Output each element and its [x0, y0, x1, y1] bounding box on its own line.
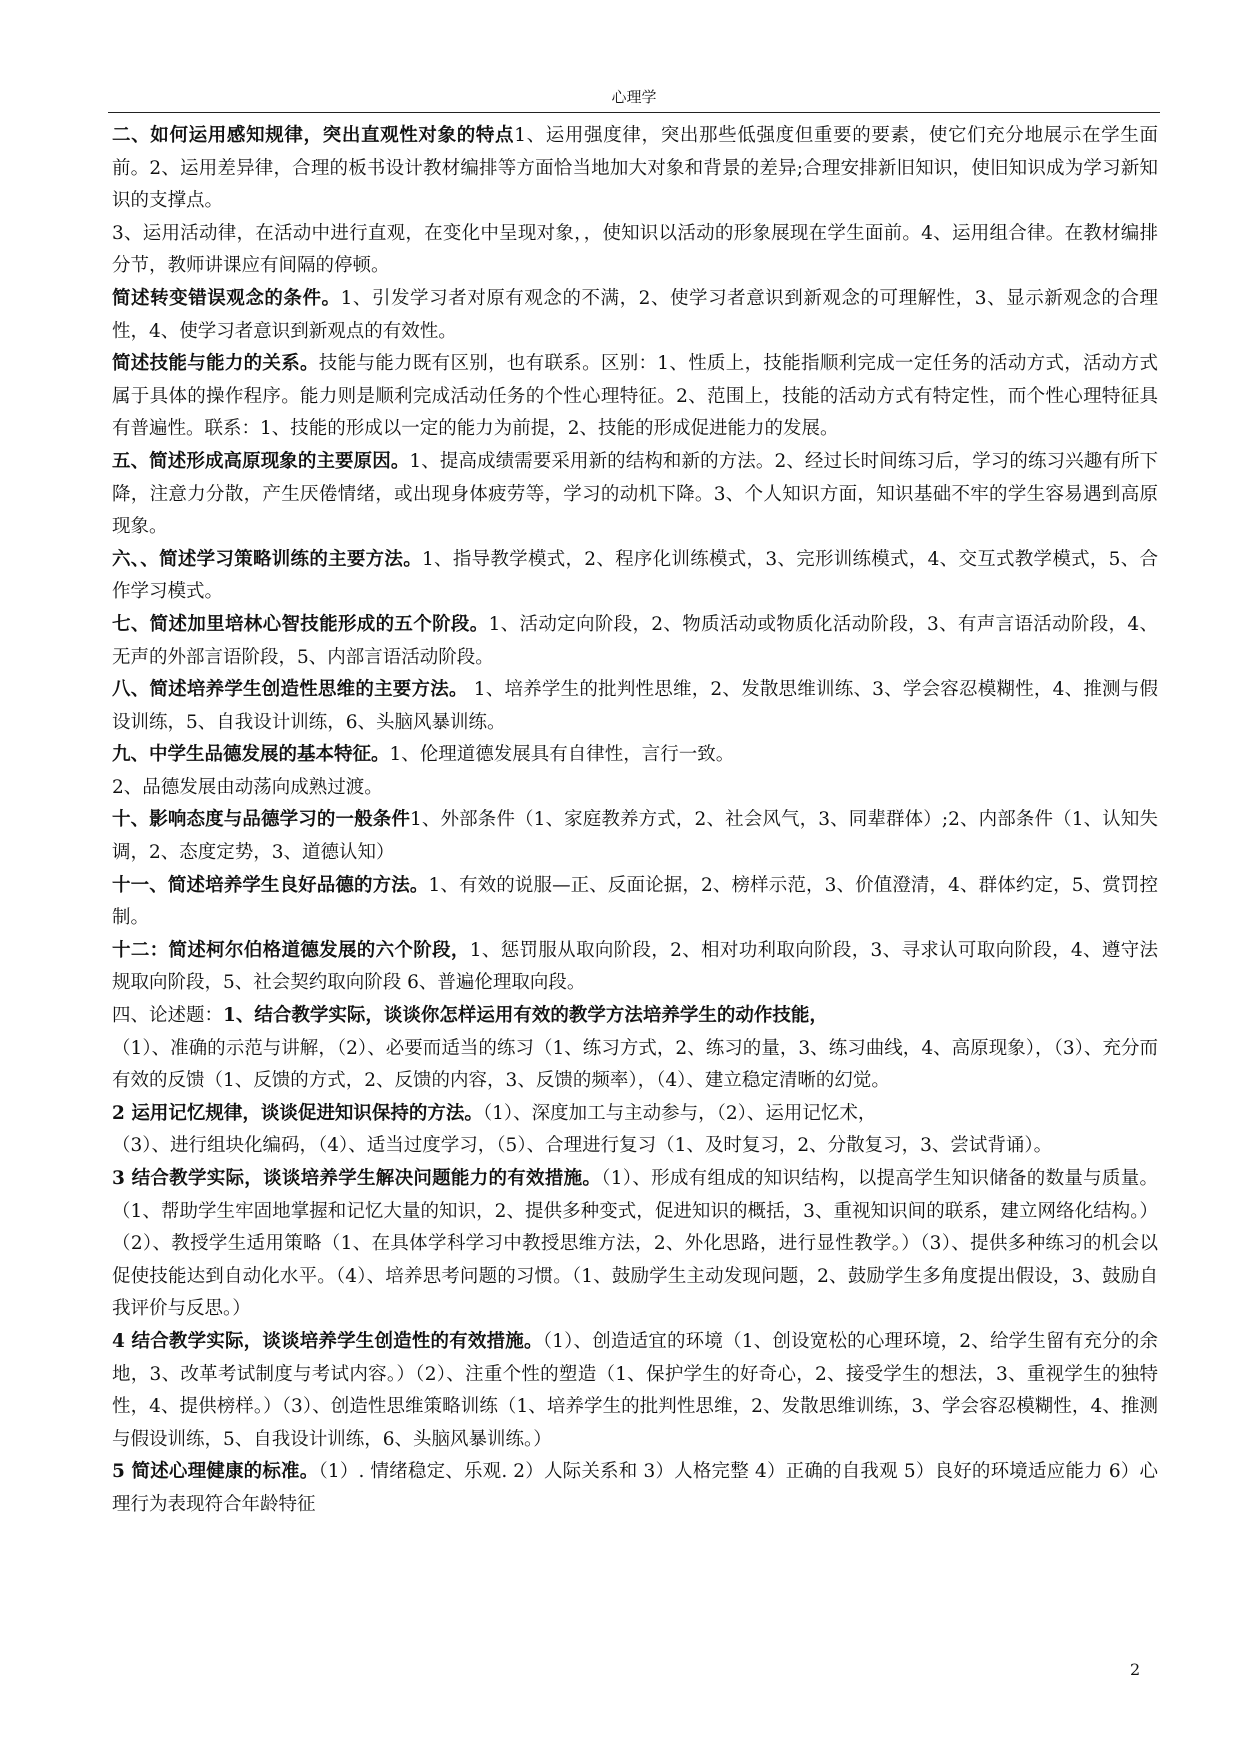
paragraph-lead: 四、论述题：: [112, 1005, 224, 1027]
paragraph-body: 1、培养学生的批判性思维，2、发散思维训练、3、学会容忍模糊性，4、推测与假设训练，5、自我设计训练，6、头脑风暴训练。: [112, 679, 1158, 733]
paragraph-title: 十、影响态度与品德学习的一般条件: [112, 809, 411, 831]
paragraph: [112, 1456, 1158, 1521]
paragraph-body: （1）、准确的示范与讲解，（2）、必要而适当的练习（1、练习方式，2、练习的量，3、练习曲线，4、高原现象），（3）、充分而有效的反馈（1、反馈的方式，2、反馈的内容，3、反馈的频率），（4）、建立稳定清晰的幻觉。: [112, 1037, 1158, 1092]
paragraph-body: 1、运用强度律，突出那些低强度但重要的要素，使它们充分地展示在学生面前。2、运用差异律，合理的板书设计教材编排等方面恰当地加大对象和背景的差异;合理安排新旧知识，使旧知识成为学习新知识的支撑点。: [112, 125, 1158, 212]
paragraph-body: 1、有效的说服—正、反面论据，2、榜样示范，3、价值澄清，4、群体约定，5、赏罚控制。: [112, 874, 1158, 929]
paragraph: [112, 1033, 1158, 1098]
paragraph-body: （1）、形成有组成的知识结构，以提高学生知识储备的数量与质量。（1、帮助学生牢固地掌握和记忆大量的知识，2、提供多种变式，促进知识的概括，3、重视知识间的联系，建立网络化结构。）（2）、教授学生适用策略（1、在具体学科学习中教授思维方法，2、外化思路，进行显性教学。）（3）、提供多种练习的机会以促使技能达到自动化水平。（4）、培养思考问题的习惯。（1、鼓励学生主动发现问题，2、鼓励学生多角度提出假设，3、鼓励自我评价与反思。）: [112, 1168, 1158, 1320]
paragraph: [112, 674, 1158, 739]
page-number: 2: [1130, 1660, 1141, 1679]
paragraph-title: 4 结合教学实际，谈谈培养学生创造性的有效措施。: [112, 1330, 543, 1352]
page-header: [108, 86, 1160, 113]
paragraph-body: 1、引发学习者对原有观念的不满，2、使学习者意识到新观念的可理解性，3、显示新观念的合理性，4、使学习者意识到新观点的有效性。: [112, 287, 1158, 342]
paragraph-title: 五、简述形成高原现象的主要原因。: [112, 450, 410, 472]
paragraph: [112, 1098, 1158, 1131]
paragraph-title: 二、如何运用感知规律，突出直观性对象的特点: [112, 125, 515, 146]
paragraph-title: 2 运用记忆规律，谈谈促进知识保持的方法。: [112, 1102, 483, 1124]
paragraph-body: 3、运用活动律，在活动中进行直观，在变化中呈现对象，，使知识以活动的形象展现在学生面前。4、运用组合律。在教材编排分节，教师讲课应有间隔的停顿。: [112, 222, 1158, 277]
paragraph-title: 十二：简述柯尔伯格道德发展的六个阶段，: [112, 939, 470, 961]
paragraph-body: （1）、创造适宜的环境（1、创设宽松的心理环境，2、给学生留有充分的余地，3、改革考试制度与考试内容。）（2）、注重个性的塑造（1、保护学生的好奇心，2、接受学生的想法，3、重视学生的独特性，4、提供榜样。）（3）、创造性思维策略训练（1、培养学生的批判性思维，2、发散思维训练，3、学会容忍模糊性，4、推测与假设训练，5、自我设计训练，6、头脑风暴训练。）: [112, 1330, 1158, 1450]
paragraph: [112, 446, 1158, 544]
paragraph-body: （3）、进行组块化编码，（4）、适当过度学习，（5）、合理进行复习（1、及时复习，2、分散复习，3、尝试背诵）。: [112, 1135, 1053, 1157]
paragraph-title: 1、结合教学实际，谈谈你怎样运用有效的教学方法培养学生的动作技能，: [223, 1005, 828, 1027]
paragraph-body: 1、外部条件（1、家庭教养方式，2、社会风气，3、同辈群体）;2、内部条件（1、认知失调，2、态度定势，3、道德认知）: [112, 809, 1158, 864]
paragraph-title: 九、中学生品德发展的基本特征。: [112, 744, 390, 766]
paragraph-body: 1、惩罚服从取向阶段，2、相对功利取向阶段，3、寻求认可取向阶段，4、遵守法规取向阶段，5、社会契约取向阶段 6、普遍伦理取向段。: [112, 939, 1158, 994]
paragraph: [112, 218, 1158, 283]
paragraph-title: 七、简述加里培林心智技能形成的五个阶段。: [112, 613, 489, 635]
paragraph: [112, 544, 1158, 609]
paragraph: [112, 870, 1158, 935]
paragraph-body: （1）、深度加工与主动参与，（2）、运用记忆术，: [482, 1102, 877, 1124]
paragraph-title: 八、简述培养学生创造性思维的主要方法。: [112, 679, 468, 701]
document-body: [112, 120, 1158, 1522]
paragraph: [112, 609, 1158, 674]
paragraph: [112, 348, 1158, 446]
paragraph-title: 十一、简述培养学生良好品德的方法。: [112, 874, 429, 896]
paragraph: [112, 120, 1158, 218]
paragraph-body: 1、指导教学模式，2、程序化训练模式，3、完形训练模式，4、交互式教学模式，5、合作学习模式。: [112, 548, 1158, 603]
paragraph-body: 技能与能力既有区别，也有联系。区别：1、性质上，技能指顺利完成一定任务的活动方式，活动方式属于具体的操作程序。能力则是顺利完成活动任务的个性心理特征。2、范围上，技能的活动方式有特定性，而个性心理特征具有普遍性。联系：1、技能的形成以一定的能力为前提，2、技能的形成促进能力的发展。: [112, 353, 1158, 440]
paragraph: [112, 935, 1158, 1000]
paragraph-body: 1、伦理道德发展具有自律性，言行一致。: [389, 744, 735, 766]
paragraph-title: 简述转变错误观念的条件。: [112, 287, 341, 309]
paragraph-title: 5 简述心理健康的标准。: [112, 1461, 319, 1483]
paragraph-title: 简述技能与能力的关系。: [112, 353, 319, 375]
header-title: 心理学: [611, 88, 657, 106]
paragraph-body: （1）. 情绪稳定、乐观. 2）人际关系和 3）人格完整 4）正确的自我观 5）良好的环境适应能力 6）心理行为表现符合年龄特征: [112, 1461, 1158, 1515]
paragraph: [112, 1326, 1158, 1456]
paragraph-title: 六、、简述学习策略训练的主要方法。: [112, 548, 422, 570]
paragraph: [112, 739, 1158, 772]
paragraph-title: 3 结合教学实际，谈谈培养学生解决问题能力的有效措施。: [112, 1168, 602, 1189]
paragraph-body: 1、活动定向阶段，2、物质活动或物质化活动阶段，3、有声言语活动阶段，4、无声的外部言语阶段，5、内部言语活动阶段。: [112, 613, 1158, 668]
paragraph: [112, 1163, 1158, 1326]
paragraph-body: 1、提高成绩需要采用新的结构和新的方法。2、经过长时间练习后，学习的练习兴趣有所下降，注意力分散，产生厌倦情绪，或出现身体疲劳等，学习的动机下降。3、个人知识方面，知识基础不牢的学生容易遇到高原现象。: [112, 450, 1158, 538]
paragraph-body: 2、品德发展由动荡向成熟过渡。: [112, 776, 383, 798]
paragraph: [112, 1000, 1158, 1033]
paragraph: [112, 772, 1158, 805]
paragraph: [112, 1130, 1158, 1163]
paragraph: [112, 804, 1158, 869]
paragraph: [112, 283, 1158, 348]
